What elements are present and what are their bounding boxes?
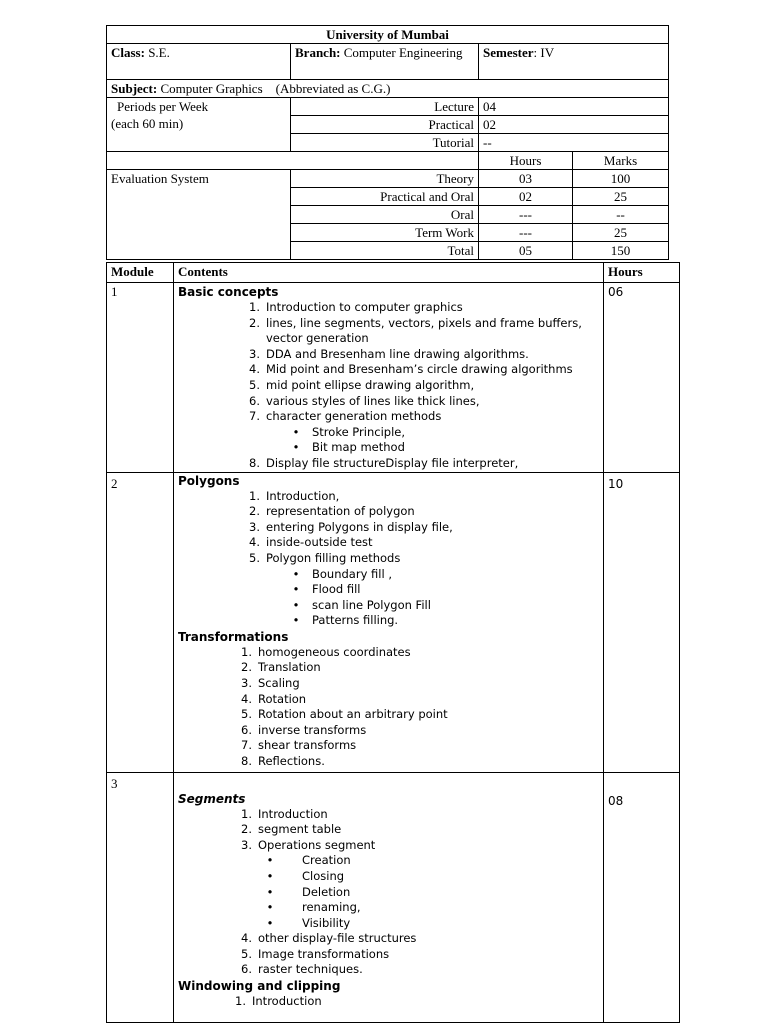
- list-item: [178, 931, 599, 947]
- list-item: [178, 582, 599, 598]
- list-number: 5.: [249, 377, 260, 392]
- eval-row-marks: 150: [573, 242, 669, 260]
- bullet-marker: •: [292, 440, 300, 455]
- list-number: 6.: [241, 722, 252, 737]
- blank-cell: [107, 152, 479, 170]
- periods-per-week-cell: Periods per Week (each 60 min): [107, 98, 291, 152]
- list-item-text: Introduction: [258, 806, 328, 821]
- list-item: [178, 885, 599, 901]
- section-heading: Basic concepts: [178, 285, 279, 299]
- list-number: 5.: [241, 707, 252, 722]
- hours-column-header: Hours: [604, 263, 680, 283]
- list-item: [178, 316, 599, 332]
- list-item: [178, 853, 599, 869]
- list-number: 1.: [241, 806, 252, 821]
- list-item: [178, 331, 599, 347]
- module-number: 1: [107, 283, 174, 473]
- evaluation-system-label: Evaluation System: [107, 170, 291, 260]
- practical-label: Practical: [291, 116, 479, 134]
- section-heading: Segments: [178, 791, 246, 806]
- list-item-text: inverse transforms: [258, 722, 367, 737]
- list-number: 1.: [249, 488, 260, 503]
- list-number: 2.: [249, 315, 260, 330]
- list-item: [178, 551, 599, 567]
- eval-row-hours: ---: [479, 206, 573, 224]
- list-number: 3.: [249, 346, 260, 361]
- list-item-text: Introduction to computer graphics: [266, 300, 463, 314]
- list-item-text: representation of polygon: [266, 504, 415, 519]
- university-title: University of Mumbai: [107, 26, 669, 44]
- eval-row-hours: 05: [479, 242, 573, 260]
- list-item-text: Closing: [302, 868, 345, 883]
- eval-row-hours: ---: [479, 224, 573, 242]
- module-contents: [174, 283, 604, 473]
- list-number: 8.: [241, 754, 252, 769]
- section-heading: Windowing and clipping: [178, 979, 341, 994]
- list-number: 2.: [241, 822, 252, 837]
- list-item-text: inside-outside test: [266, 535, 373, 550]
- list-number: 6.: [241, 962, 252, 977]
- list-item: [178, 440, 599, 456]
- list-item: [178, 660, 599, 676]
- list-number: 5.: [249, 550, 260, 565]
- eval-row-label: Term Work: [291, 224, 479, 242]
- bullet-marker: •: [266, 900, 274, 915]
- list-number: 3.: [249, 519, 260, 534]
- hours-header: Hours: [479, 152, 573, 170]
- bullet-marker: •: [266, 853, 274, 868]
- list-item-text: Flood fill: [312, 582, 361, 597]
- list-item: [178, 838, 599, 854]
- list-item-text: various styles of lines like thick lines,: [266, 393, 480, 408]
- bullet-marker: •: [266, 915, 274, 930]
- bullet-marker: •: [292, 582, 300, 597]
- list-item: [178, 520, 599, 536]
- list-number: 2.: [249, 504, 260, 519]
- list-item-text: vector generation: [266, 331, 369, 346]
- lecture-label: Lecture: [291, 98, 479, 116]
- list-item-text: homogeneous coordinates: [258, 644, 411, 659]
- list-item: [178, 807, 599, 823]
- list-item-text: Rotation about an arbitrary point: [258, 707, 448, 722]
- list-number: 7.: [249, 409, 260, 424]
- list-item-text: Rotation: [258, 691, 307, 706]
- list-item: [178, 300, 599, 316]
- module-hours: 08: [604, 772, 680, 1022]
- list-item: [178, 645, 599, 661]
- list-item-text: shear transforms: [258, 738, 357, 753]
- list-item: [178, 916, 599, 932]
- list-item: [178, 723, 599, 739]
- list-item: [178, 707, 599, 723]
- list-item: [178, 456, 599, 472]
- list-item: [178, 822, 599, 838]
- list-number: 4.: [249, 535, 260, 550]
- list-item-text: character generation methods: [266, 409, 442, 424]
- list-number: 4.: [241, 931, 252, 946]
- module-contents: [174, 772, 604, 1022]
- list-number: 1.: [235, 994, 246, 1009]
- module-number: 3: [107, 772, 174, 1022]
- list-item-text: Reflections.: [258, 754, 325, 769]
- list-item-text: lines, line segments, vectors, pixels and frame buffers,: [266, 315, 582, 330]
- list-item-text: Boundary fill ,: [312, 566, 392, 581]
- eval-row-marks: 25: [573, 188, 669, 206]
- list-item: [178, 362, 599, 378]
- list-item-text: Scaling: [258, 676, 300, 691]
- list-item: [178, 598, 599, 614]
- list-item-text: segment table: [258, 822, 342, 837]
- list-item: [178, 994, 599, 1010]
- tutorial-value: --: [479, 134, 669, 152]
- eval-row-label: Theory: [291, 170, 479, 188]
- list-item-text: Deletion: [302, 884, 351, 899]
- module-hours: 06: [604, 283, 680, 473]
- list-item-text: Stroke Principle,: [312, 424, 405, 439]
- list-item-text: entering Polygons in display file,: [266, 519, 453, 534]
- list-item: [178, 567, 599, 583]
- list-number: 8.: [249, 455, 260, 470]
- list-number: 2.: [241, 660, 252, 675]
- eval-row-marks: 100: [573, 170, 669, 188]
- list-number: 3.: [241, 676, 252, 691]
- list-item-text: Introduction,: [266, 488, 340, 503]
- list-item: [178, 409, 599, 425]
- eval-row-marks: --: [573, 206, 669, 224]
- section-heading: Transformations: [178, 629, 289, 644]
- list-number: 4.: [249, 362, 260, 377]
- list-item: [178, 692, 599, 708]
- bullet-marker: •: [266, 868, 274, 883]
- list-item: [178, 489, 599, 505]
- list-item-text: Polygon filling methods: [266, 550, 401, 565]
- bullet-marker: •: [292, 597, 300, 612]
- list-item-text: Bit map method: [312, 440, 405, 455]
- bullet-marker: •: [292, 424, 300, 439]
- section-heading: Polygons: [178, 473, 240, 488]
- list-number: 7.: [241, 738, 252, 753]
- bullet-marker: •: [292, 613, 300, 628]
- class-cell: Class: S.E.: [107, 44, 291, 80]
- list-item-text: mid point ellipse drawing algorithm,: [266, 377, 475, 392]
- list-item: [178, 676, 599, 692]
- list-item: [178, 535, 599, 551]
- list-item: [178, 738, 599, 754]
- list-item-text: Image transformations: [258, 946, 390, 961]
- semester-cell: Semester: IV: [479, 44, 669, 80]
- tutorial-label: Tutorial: [291, 134, 479, 152]
- list-item-text: Display file structureDisplay file interpreter,: [266, 455, 519, 470]
- branch-cell: Branch: Computer Engineering: [291, 44, 479, 80]
- list-item: [178, 962, 599, 978]
- eval-row-marks: 25: [573, 224, 669, 242]
- lecture-value: 04: [479, 98, 669, 116]
- eval-row-hours: 03: [479, 170, 573, 188]
- eval-row-label: Oral: [291, 206, 479, 224]
- list-item-text: renaming,: [302, 900, 361, 915]
- list-number: 1.: [249, 300, 260, 314]
- list-item-text: raster techniques.: [258, 962, 363, 977]
- list-item-text: DDA and Bresenham line drawing algorithms.: [266, 346, 529, 361]
- list-item-text: Introduction: [252, 994, 322, 1009]
- list-item: [178, 613, 599, 629]
- list-item-text: Operations segment: [258, 837, 376, 852]
- syllabus-header-table: [106, 25, 669, 260]
- list-item-text: Creation: [302, 853, 351, 868]
- list-item-text: Translation: [258, 660, 321, 675]
- bullet-marker: •: [266, 884, 274, 899]
- module-contents-table: [106, 262, 680, 1023]
- list-item: [178, 947, 599, 963]
- contents-column-header: Contents: [174, 263, 604, 283]
- list-number: 5.: [241, 946, 252, 961]
- module-number: 2: [107, 472, 174, 772]
- list-number: 6.: [249, 393, 260, 408]
- list-item-text: Mid point and Bresenham’s circle drawing algorithms: [266, 362, 573, 377]
- list-item-text: scan line Polygon Fill: [312, 597, 431, 612]
- list-item-text: other display-file structures: [258, 931, 417, 946]
- marks-header: Marks: [573, 152, 669, 170]
- list-item: [178, 378, 599, 394]
- list-item: [178, 425, 599, 441]
- eval-row-label: Total: [291, 242, 479, 260]
- bullet-marker: •: [292, 566, 300, 581]
- subject-cell: Subject: Computer Graphics (Abbreviated as C.G.): [107, 80, 669, 98]
- list-item: [178, 504, 599, 520]
- list-item-text: Patterns filling.: [312, 613, 399, 628]
- eval-row-hours: 02: [479, 188, 573, 206]
- list-item: [178, 394, 599, 410]
- list-number: 3.: [241, 837, 252, 852]
- list-number: 4.: [241, 691, 252, 706]
- module-contents: [174, 472, 604, 772]
- eval-row-label: Practical and Oral: [291, 188, 479, 206]
- list-item: [178, 347, 599, 363]
- module-hours: 10: [604, 472, 680, 772]
- list-item: [178, 754, 599, 770]
- list-number: 1.: [241, 644, 252, 659]
- practical-value: 02: [479, 116, 669, 134]
- list-item-text: Visibility: [302, 915, 351, 930]
- list-item: [178, 900, 599, 916]
- module-column-header: Module: [107, 263, 174, 283]
- list-item: [178, 869, 599, 885]
